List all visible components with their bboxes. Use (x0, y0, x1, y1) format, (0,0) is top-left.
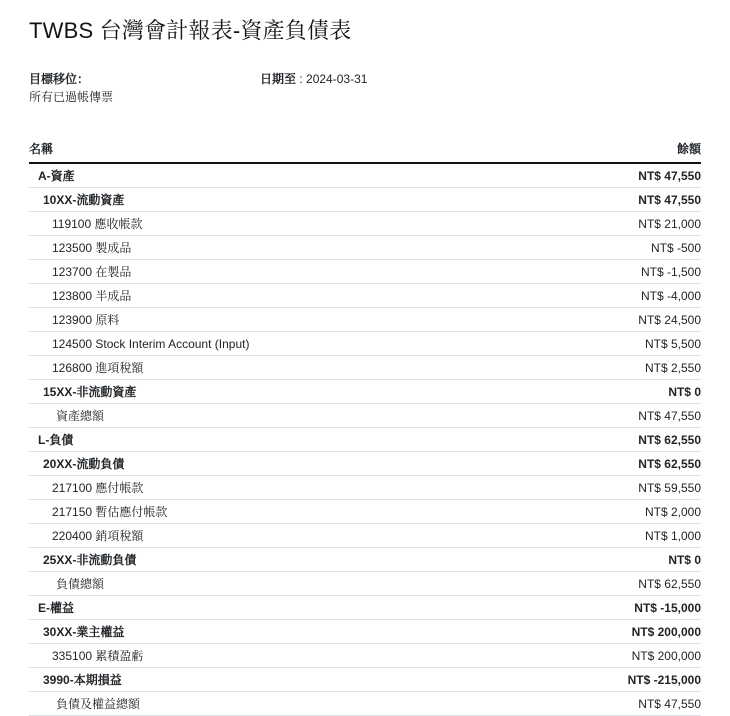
table-row (29, 620, 701, 644)
row-label: 124500 Stock Interim Account (Input) (52, 336, 250, 351)
row-balance: NT$ 62,550 (638, 576, 701, 591)
row-label: 25XX-非流動負債 (43, 553, 137, 567)
table-body (29, 164, 701, 716)
table-header-row (29, 140, 701, 164)
target-move-block (29, 70, 260, 106)
row-label: 20XX-流動負債 (43, 457, 125, 471)
row-balance: NT$ 24,500 (638, 312, 701, 327)
row-label: L-負債 (38, 433, 74, 447)
column-header-balance: 餘額 (676, 142, 701, 156)
row-balance: NT$ 2,000 (644, 504, 701, 519)
row-balance: NT$ -15,000 (634, 600, 701, 615)
row-label: 126800 進項稅額 (52, 361, 144, 375)
row-balance: NT$ 59,550 (638, 480, 701, 495)
row-label: 資產總額 (56, 409, 105, 423)
row-balance: NT$ 200,000 (631, 624, 701, 639)
row-label: 123500 製成品 (52, 241, 132, 255)
table-row (29, 236, 701, 260)
date-to-label: 日期至 (260, 72, 297, 86)
row-balance: NT$ 5,500 (644, 336, 701, 351)
row-balance: NT$ 62,550 (638, 432, 701, 447)
table-row (29, 332, 701, 356)
table-row (29, 668, 701, 692)
table-row (29, 524, 701, 548)
row-label: 217150 暫估應付帳款 (52, 505, 168, 519)
table-row (29, 644, 701, 668)
table-row (29, 500, 701, 524)
report-meta (29, 70, 701, 106)
row-label: 335100 累積盈虧 (52, 649, 144, 663)
row-balance: NT$ 21,000 (638, 216, 701, 231)
row-balance: NT$ -500 (650, 240, 701, 255)
table-row (29, 596, 701, 620)
row-label: 220400 銷項稅額 (52, 529, 144, 543)
row-balance: NT$ -4,000 (640, 288, 701, 303)
row-label: 119100 應收帳款 (52, 217, 143, 231)
table-row (29, 188, 701, 212)
date-to-value: 2024-03-31 (306, 72, 368, 86)
table-row (29, 260, 701, 284)
row-label: 123900 原料 (52, 313, 120, 327)
date-separator: : (296, 72, 307, 86)
table-row (29, 452, 701, 476)
column-header-name: 名稱 (29, 142, 54, 156)
table-row (29, 572, 701, 596)
table-row (29, 164, 701, 188)
table-row (29, 380, 701, 404)
row-balance: NT$ 0 (668, 384, 701, 399)
row-label: 30XX-業主權益 (43, 625, 125, 639)
table-row (29, 476, 701, 500)
target-move-label: 目標移位： (29, 72, 90, 86)
table-row (29, 692, 701, 716)
row-balance: NT$ 47,550 (638, 192, 701, 207)
table-row (29, 356, 701, 380)
table-row (29, 212, 701, 236)
row-balance: NT$ -1,500 (640, 264, 701, 279)
row-label: 123800 半成品 (52, 289, 132, 303)
table-row (29, 284, 701, 308)
row-balance: NT$ 200,000 (631, 648, 701, 663)
row-label: A-資產 (38, 169, 75, 183)
row-label: 123700 在製品 (52, 265, 132, 279)
table-row (29, 548, 701, 572)
row-balance: NT$ 47,550 (638, 168, 701, 183)
row-balance: NT$ 0 (668, 552, 701, 567)
row-label: 3990-本期損益 (43, 673, 122, 687)
row-balance: NT$ 2,550 (644, 360, 701, 375)
row-label: 10XX-流動資產 (43, 193, 125, 207)
row-balance: NT$ 47,550 (638, 696, 701, 711)
row-balance: NT$ 47,550 (638, 408, 701, 423)
table-row (29, 404, 701, 428)
table-row (29, 428, 701, 452)
report-title: TWBS 台灣會計報表-資產負債表 (29, 18, 352, 43)
row-label: 217100 應付帳款 (52, 481, 144, 495)
balance-table (29, 140, 701, 716)
row-label: 15XX-非流動資產 (43, 385, 137, 399)
table-row (29, 308, 701, 332)
row-balance: NT$ -215,000 (627, 672, 701, 687)
date-to-block (260, 70, 367, 106)
row-balance: NT$ 1,000 (644, 528, 701, 543)
row-balance: NT$ 62,550 (638, 456, 701, 471)
row-label: 負債總額 (56, 577, 105, 591)
row-label: E-權益 (38, 601, 75, 615)
row-label: 負債及權益總額 (56, 697, 141, 711)
target-move-value: 所有已過帳傳票 (29, 90, 114, 104)
